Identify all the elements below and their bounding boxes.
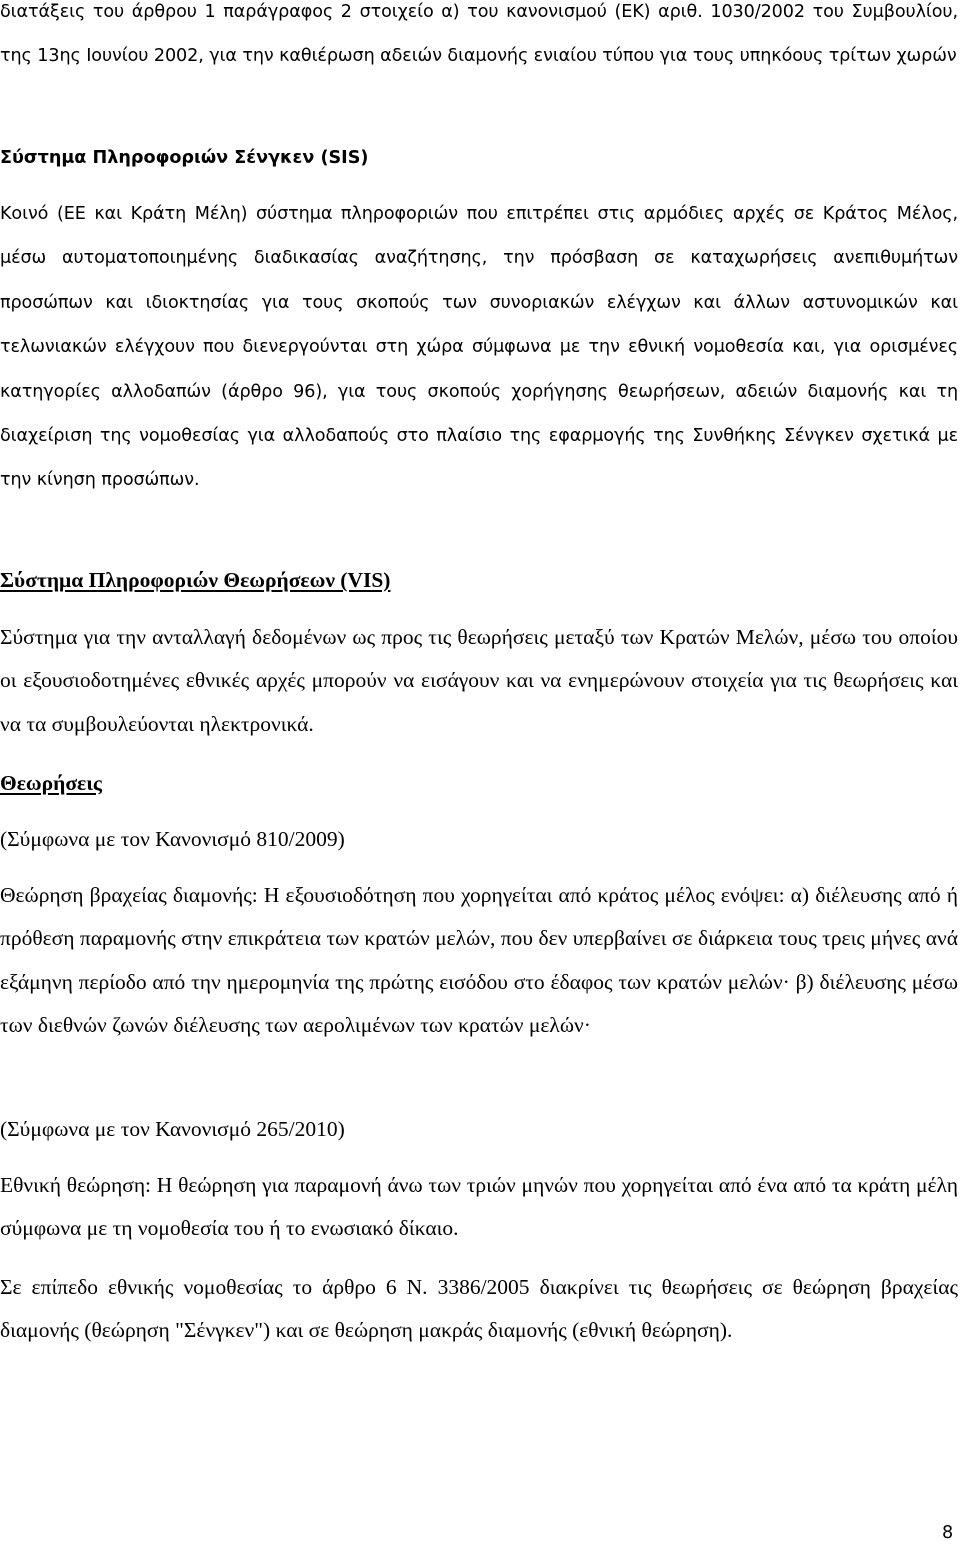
visas-heading: Θεωρήσεις xyxy=(0,771,102,795)
regulation-265-note: (Σύμφωνα με τον Κανονισμό 265/2010) xyxy=(0,1117,345,1141)
sis-paragraph: Κοινό (ΕΕ και Κράτη Μέλη) σύστημα πληροφοριών που επιτρέπει στις αρμόδιες αρχές σε Κράτος Μέλος, μέσω αυτοματοποιημένης διαδικασίας αναζήτησης, την πρόσβαση σε καταχωρήσεις ανεπιθυμήτων προσώπων και ιδιοκτησίας για τους σκοπούς των συνοριακών ελέγχων και άλλων αστυνομικών και τελωνιακών ελέγχουν που διενεργούνται στη χώρα σύμφωνα με την εθνική νομοθεσία και, για ορισμένες κατηγορίες αλλοδαπών (άρθρο 96), για τους σκοπούς χορήγησης θεωρήσεων, αδειών διαμονής και τη διαχείριση της νομοθεσίας για αλλοδαπούς στο πλαίσιο της εφαρμογής της Συνθήκης Σένγκεν σχετικά με την κίνηση προσώπων. xyxy=(0,204,958,491)
short-stay-visa-paragraph: Θεώρηση βραχείας διαμονής: Η εξουσιοδότηση που χορηγείται από κράτος μέλος ενόψει: α) διέλευσης από ή πρόθεση παραμονής στην επικράτεια των κρατών μελών, που δεν υπερβαίνει σε διάρκεια τους τρεις μήνες ανά εξάμηνη περίοδο από την ημερομηνία της πρώτης εισόδου στο έδαφος των κρατών μελών· β) διέλευσης μέσω των διεθνών ζωνών διέλευσης των αερολιμένων των κρατών μελών· xyxy=(0,883,958,1037)
law-3386-paragraph: Σε επίπεδο εθνικής νομοθεσίας το άρθρο 6 Ν. 3386/2005 διακρίνει τις θεωρήσεις σε θεώρηση βραχείας διαμονής (θεώρηση "Σένγκεν") και σε θεώρηση μακράς διαμονής (εθνική θεώρηση). xyxy=(0,1275,958,1343)
regulation-810-note: (Σύμφωνα με τον Κανονισμό 810/2009) xyxy=(0,827,345,851)
intro-paragraph: διατάξεις του άρθρου 1 παράγραφος 2 στοιχείο α) του κανονισμού (ΕΚ) αριθ. 1030/2002 του Συμβουλίου, της 13ης Ιουνίου 2002, για την καθιέρωση αδειών διαμονής ενιαίου τύπου για τους υπηκόους τρίτων χωρών xyxy=(0,2,958,67)
sis-heading: Σύστημα Πληροφοριών Σένγκεν (SIS) xyxy=(0,148,369,168)
vis-paragraph: Σύστημα για την ανταλλαγή δεδομένων ως προς τις θεωρήσεις μεταξύ των Κρατών Μελών, μέσω του οποίου οι εξουσιοδοτημένες εθνικές αρχές μπορούν να εισάγουν και να ενημερώνουν στοιχεία για τις θεωρήσεις και να τα συμβουλεύονται ηλεκτρονικά. xyxy=(0,625,958,736)
page-number: 8 xyxy=(942,1523,954,1543)
national-visa-paragraph: Εθνική θεώρηση: Η θεώρηση για παραμονή άνω των τριών μηνών που χορηγείται από ένα από τα κράτη μέλη σύμφωνα με τη νομοθεσία του ή το ενωσιακό δίκαιο. xyxy=(0,1173,958,1241)
vis-heading: Σύστημα Πληροφοριών Θεωρήσεων (VIS) xyxy=(0,568,391,592)
